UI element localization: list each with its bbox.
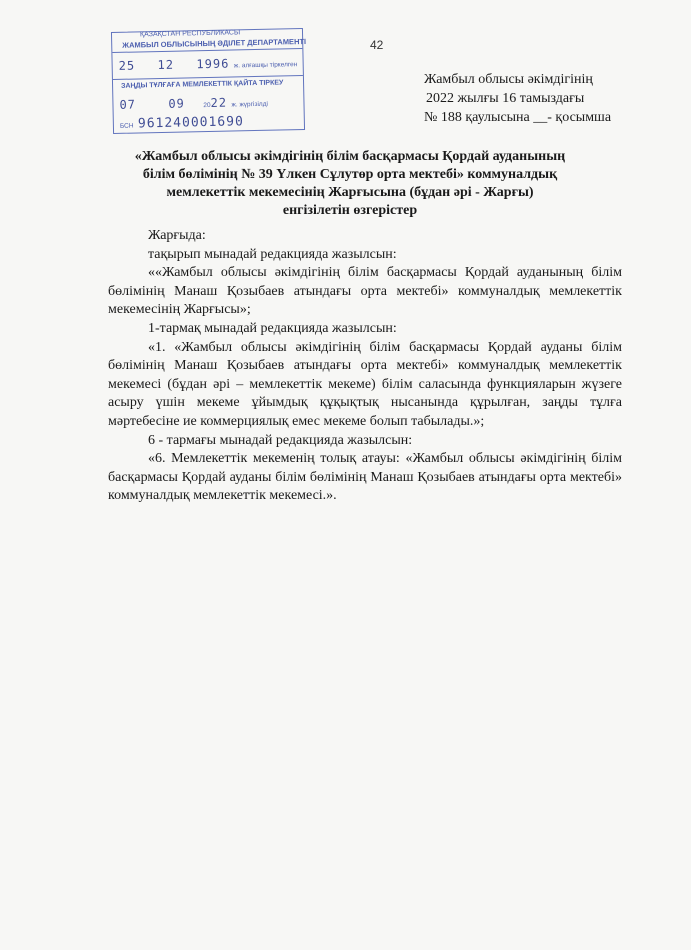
stamp-rereg-day: 07 — [119, 97, 137, 112]
stamp-reregistration-date — [119, 93, 268, 114]
stamp-rereg-year-prefix: 20 — [203, 101, 211, 110]
stamp-rereg-suffix: ж. жүргізілді — [231, 100, 268, 109]
paragraph: ««Жамбыл облысы әкімдігінің білім басқармасы Қордай ауданының білім бөлімінің Манаш Қозыбаев атындағы орта мектебі» коммуналдық мемлекеттік мекемесінің Жарғысы»; — [108, 265, 622, 318]
stamp-reg-year: 1996 — [196, 56, 230, 72]
stamp-reregistration: ЗАҢДЫ ТҰЛҒАҒА МЕМЛЕКЕТТІК ҚАЙТА ТІРКЕУ — [121, 79, 284, 90]
title-line-1: «Жамбыл облысы әкімдігінің білім басқармасы Қордай ауданының — [134, 149, 566, 164]
document-body — [108, 227, 622, 506]
stamp-country: ҚАЗАҚСТАН РЕСПУБЛИКАСЫ — [139, 29, 241, 39]
paragraph: 6 - тармағы мынадай редакцияда жазылсын: — [148, 432, 413, 448]
stamp-bin-value: 961240001690 — [137, 114, 244, 132]
paragraph: «1. «Жамбыл облысы әкімдігінің білім басқармасы Қордай ауданы білім бөлімінің Манаш Қозыбаев атындағы орта мектебі» коммуналдық мемлекеттік мекемесі (бұдан әрі – мемлекеттік мекеме) білім саласында функцияларын жүзеге асыру үшін мекеме ұйымдық құқықтық нысанында құрылған, заңды тұлға мәртебесіне ие коммерциялық емес мекеме болып табылады.»; — [108, 339, 622, 429]
paragraph: тақырып мынадай редакцияда жазылсын: — [148, 246, 397, 262]
paragraph: «6. Мемлекеттік мекеменің толық атауы: «Жамбыл облысы әкімдігінің білім басқармасы Қордай ауданы білім бөлімінің Манаш Қозыбаев атындағы орта мектебі» коммуналдық мемлекеттік мекемесі.». — [108, 451, 622, 504]
annex-header — [424, 70, 611, 127]
stamp-reg-suffix: ж. алғашқы тіркелген — [233, 61, 298, 70]
paragraph: 1-тармақ мынадай редакцияда жазылсын: — [148, 320, 397, 336]
registration-stamp — [111, 28, 305, 134]
stamp-bin — [120, 112, 244, 133]
stamp-rereg-year: 22 — [210, 95, 228, 110]
stamp-reg-day: 25 — [118, 58, 136, 73]
stamp-bin-label: БСН — [119, 122, 134, 130]
page-number: 42 — [370, 38, 384, 52]
stamp-rereg-month: 09 — [168, 96, 185, 111]
title-line-3: мемлекеттік мекемесінің Жарғысына (бұдан әрі - Жарғы) — [166, 185, 534, 200]
annex-line-3: № 188 қаулысына __- қосымша — [424, 110, 612, 125]
title-line-4: енгізілетін өзгерістер — [282, 203, 418, 218]
paragraph: Жарғыда: — [148, 228, 206, 243]
annex-line-1: Жамбыл облысы әкімдігінің — [424, 72, 593, 87]
title-line-2: білім бөлімінің № 39 Үлкен Сұлутөр орта мектебі» коммуналдық — [142, 167, 558, 182]
stamp-department: ЖАМБЫЛ ОБЛЫСЫНЫҢ ӘДІЛЕТ ДЕПАРТАМЕНТІ — [122, 36, 307, 50]
annex-line-2: 2022 жылғы 16 тамыздағы — [426, 91, 585, 106]
document-title — [112, 148, 588, 220]
stamp-first-registration — [118, 53, 297, 75]
stamp-reg-month: 12 — [157, 57, 175, 73]
